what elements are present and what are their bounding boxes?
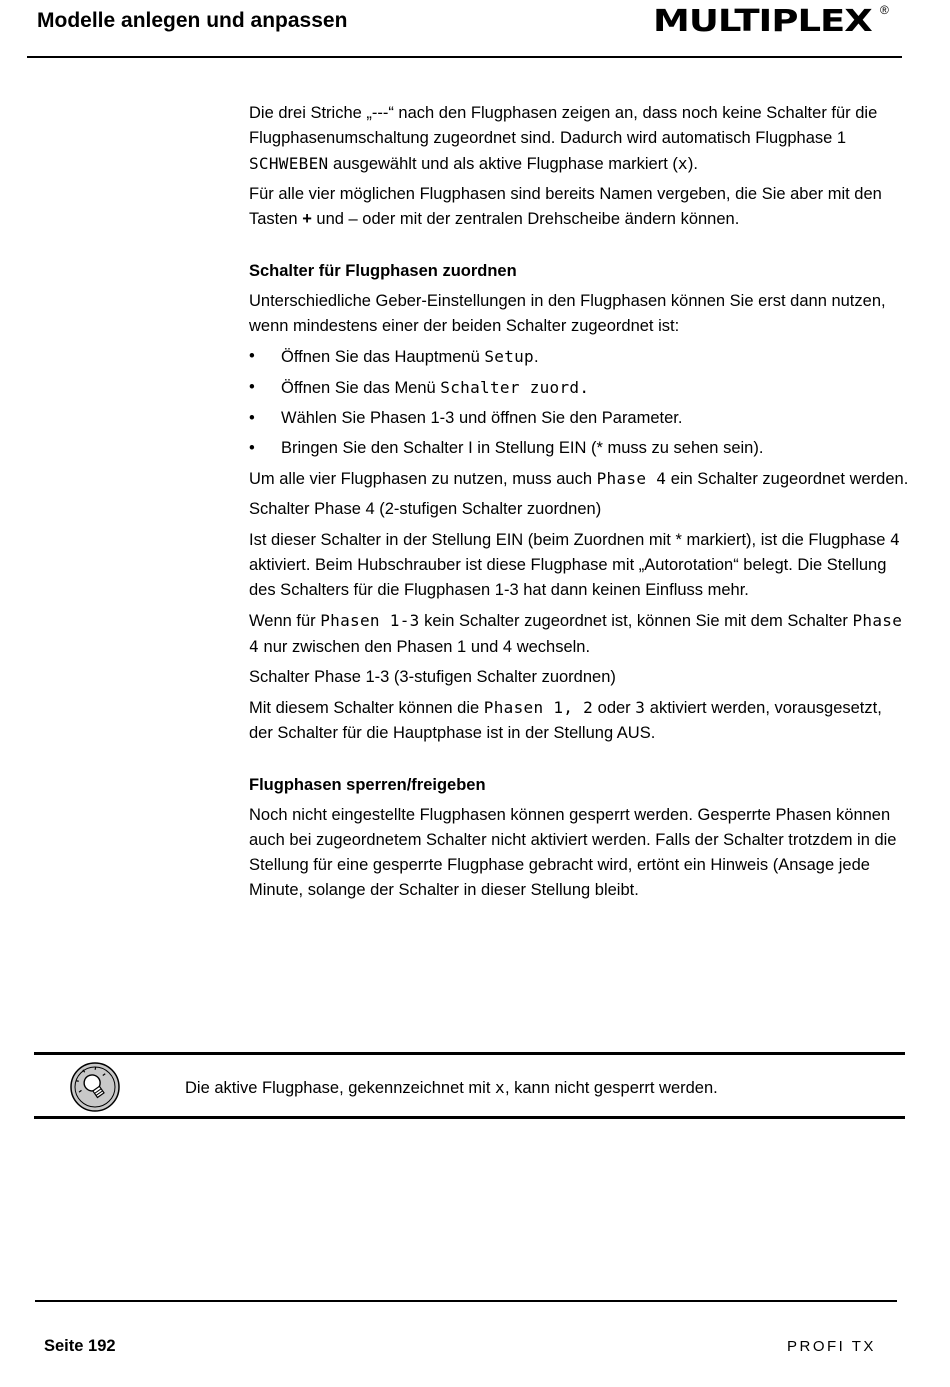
- paragraph-phase-names: Für alle vier möglichen Flugphasen sind bereits Namen vergeben, die Sie aber mit den Tasten + und – oder mit der zentralen Drehscheibe ändern können.: [249, 185, 882, 228]
- lcd-text-phase-4: Phase 4: [249, 611, 903, 656]
- note-bottom-rule: [34, 1116, 905, 1119]
- bullet-icon: •: [249, 409, 255, 427]
- header-rule: [27, 56, 902, 58]
- bullet-icon: •: [249, 347, 255, 365]
- lcd-text-phase-4: Phase 4: [596, 469, 667, 488]
- registered-mark: ®: [880, 3, 889, 17]
- main-content: [249, 101, 909, 908]
- lcd-text-4: 4: [890, 530, 900, 549]
- note-text: Die aktive Flugphase, gekennzeichnet mit x, kann nicht gesperrt werden.: [185, 1078, 718, 1097]
- list-item: • Bringen Sie den Schalter I in Stellung EIN (* muss zu sehen sein).: [249, 436, 909, 461]
- product-name: PROFI TX: [787, 1338, 876, 1355]
- paragraph-phases-1-3-unassigned: Wenn für Phasen 1-3 kein Schalter zugeordnet ist, können Sie mit dem Schalter Phase 4 nur zwischen den Phasen 1 und 4 wechseln.: [249, 611, 903, 656]
- paragraph-switch-phase-4-title: Schalter Phase 4 (2-stufigen Schalter zuordnen): [249, 500, 602, 518]
- lcd-text-phasen-1-2: Phasen 1, 2: [483, 698, 594, 717]
- page-number: Seite 192: [44, 1337, 116, 1355]
- lcd-text-3: 3: [635, 698, 646, 717]
- lcd-text-phasen-1-3: Phasen 1-3: [320, 611, 420, 630]
- list-item: • Öffnen Sie das Menü Schalter zuord.: [249, 375, 909, 401]
- section-heading-assign-switches: Schalter für Flugphasen zuordnen: [249, 262, 517, 280]
- paragraph-all-four-phases: Um alle vier Flugphasen zu nutzen, muss auch Phase 4 ein Schalter zugeordnet werden.: [249, 469, 909, 488]
- list-item: • Öffnen Sie das Hauptmenü Setup.: [249, 344, 909, 370]
- bullet-icon: •: [249, 378, 255, 396]
- paragraph-flight-phase-dashes: Die drei Striche „---“ nach den Flugphasen zeigen an, dass noch keine Schalter für die Flugphasenumschaltung zugeordnet sind. Dadurch wird automatisch Flugphase 1 SCHWEBEN ausgewählt und als aktive Flugphase markiert (x).: [249, 104, 878, 173]
- list-item: • Wählen Sie Phasen 1-3 und öffnen Sie den Parameter.: [249, 406, 909, 431]
- footer-rule: [35, 1300, 897, 1302]
- paragraph-assign-intro: Unterschiedliche Geber-Einstellungen in den Flugphasen können Sie erst dann nutzen, wenn mindestens einer der beiden Schalter zugeordnet ist:: [249, 292, 886, 335]
- lightbulb-icon: [69, 1061, 121, 1113]
- lcd-active-mark: x: [495, 1078, 505, 1097]
- bullet-icon: •: [249, 439, 255, 457]
- multiplex-logo: MULTIPLEX: [653, 3, 872, 39]
- note-top-rule: [34, 1052, 905, 1055]
- step-list: [249, 344, 909, 461]
- plus-key: +: [302, 210, 312, 228]
- section-heading-lock-phases: Flugphasen sperren/freigeben: [249, 776, 486, 794]
- lcd-text-schalter-zuord: Schalter zuord.: [440, 378, 590, 397]
- paragraph-switch-phase-4-desc: Ist dieser Schalter in der Stellung EIN (beim Zuordnen mit * markiert), ist die Flugphase 4 aktiviert. Beim Hubschrauber ist diese Flugphase mit „Autorotation“ belegt. Die Stellung des Schalters für die Flugphasen 1-3 hat dann keinen Einfluss mehr.: [249, 530, 900, 599]
- lcd-text-setup: Setup: [484, 347, 534, 366]
- lcd-active-mark: x: [677, 154, 688, 173]
- page-header-title: Modelle anlegen und anpassen: [37, 9, 348, 32]
- paragraph-switch-phase-1-3-title: Schalter Phase 1-3 (3-stufigen Schalter zuordnen): [249, 668, 616, 686]
- paragraph-lock-phases: Noch nicht eingestellte Flugphasen können gesperrt werden. Gesperrte Phasen können auch bei zugeordnetem Schalter nicht aktiviert werden. Falls der Schalter trotzdem in die Stellung für eine gesperrte Flugphase gebracht wird, ertönt ein Hinweis (Ansage jede Minute, solange der Schalter in dieser Stellung bleibt.: [249, 806, 897, 899]
- lcd-text-schweben: SCHWEBEN: [249, 154, 329, 173]
- paragraph-switch-phase-1-3-desc: Mit diesem Schalter können die Phasen 1, 2 oder 3 aktiviert werden, vorausgesetzt, der Schalter für die Hauptphase ist in der Stellung AUS.: [249, 698, 882, 742]
